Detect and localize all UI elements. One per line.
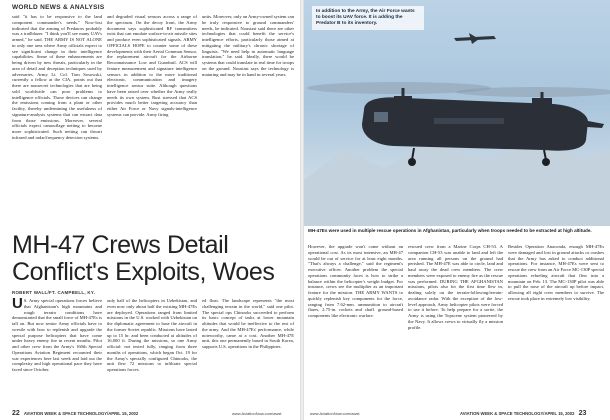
- article-column-1: [12, 298, 102, 406]
- right-column-lower-1: [308, 244, 403, 406]
- helicopter-illustration: [304, 0, 610, 226]
- article-column-2-text: only half of the helicopters in Uzbekistan, and even now only about half the existing MH-47Es are deployed. Operations ranged from limited missions in the U.S. worked with Uzbekistan on the diplomatic agreement to base the aircraft in the former Soviet republic. Missions have lasted up to 15 hr. and been conducted at altitudes of 16,000 ft. During the missions, so one Army official: not tested fully, ranging from three months of operations, which began Oct. 19 for the Army's specially configured Chinooks, the unit flew 72 missions to infiltrate special operations forces.: [107, 298, 197, 372]
- footer-left: [12, 410, 138, 417]
- drop-cap: U: [12, 298, 23, 312]
- article-byline: ROBERT WALL/FT. CAMPBELL, KY.: [12, 290, 96, 295]
- left-column-2: [107, 14, 197, 226]
- right-column-lower-3: [508, 244, 604, 406]
- right-column-lower-1-text: However, the upgrade won't come without an operational cost. As its most intensive, an MH-47 would be out of service for at least eight months. "That's always a challenge," said the regiment's executive officer. Another problem the special operations community faces is how to strike a balance within the helicopter's weight budget. For instance, crews see the multiplier as an important feature for the mission. THE ARMY WANTS to quickly replenish key components for the force, ranging from 7.62-mm. ammunition to aircraft flares, 2.75-in. rockets and chaff. ground-based components like electronic warfare.: [308, 244, 403, 318]
- left-column-3: [202, 14, 294, 226]
- photo-caption: [308, 228, 604, 234]
- article-column-3: [202, 298, 294, 406]
- left-column-2-text: and degraded visual sensors across a range of the spectrum. On the decoy front, the Army document says sophisticated RF transmitters exist that can emulate surface-to-air missile sites and produce even sophisticated signals. ARMY OFFICIALS HOPE to counter some of these developments with their Aerial Common Sensor, the replacement aircraft for the Airborne Reconnaissance Low and Guardrail. ACS will feature measurement and signature intelligence sensors in addition to the more traditional electronic, communication and imagery intelligence sensor suite. Although questions have been raised over whether the Army really needs its own system, Rust stressed that ACS provides much better targeting accuracy than either Air Force or Navy signals-intelligence systems can provide. Army firing: [107, 14, 197, 117]
- footer-right-url: www.AviationNow.com/awst: [310, 411, 360, 416]
- section-heading: WORLD NEWS & ANALYSIS: [12, 4, 105, 11]
- uav-icon: [454, 33, 496, 44]
- left-column-3-text: units. Moreover, only an Army-owned system can be truly responsive to ground commanders' needs, he indicated. Nousiast said there are other technologies that could benefit the service's intelligence efforts, particularly those aimed at mitigating the military's chronic shortage of linguists. "We need help in automatic language translation," he said. Ideally, there would be systems that could translate in real time for troops on the ground. Nousiast says the technology is maturing and may be in hand in several years.: [202, 14, 294, 77]
- helicopter-photo: [304, 0, 610, 226]
- article-headline: MH-47 Crews Detail Conflict's Exploits, Woes: [12, 231, 275, 286]
- left-column-1-text: said "it has to be responsive to the land component commander's needs." Now-lost indicated that the arming of Predators probably was a trailblazer. "I think you'll see many UAVs armed," he said. THE ARMY IS NOT ALONE in only one area where Army officials expect to see significant change in their intelligence capabilities. Some of these enhancements are being driven by new threats, particularly in the area of detail and deception techniques used by adversaries. Army Lt. Col. Tom Sosowski, currently a fellow at the CIA, points out that there are nonsecret technologies that are being sold worldwide can pose problems to intelligence officials. Those devices can change the emissions coming from a plant or other facility, thereby undermining the usefulness of signature-analysis systems that can extract data from those emissions. Moreover, several officials expect camouflage netting to become more sophisticated. Such netting can thwart infrared and radar/frequency detection systems.: [12, 14, 102, 140]
- right-column-lower-3-text: Besides Operation Anaconda, enough MH-47Es were damaged and lost in ground attacks or crashes that the Army has asked to conduct additional operations. For instance, MH-47Es were sent to rescue the crew from an Air Force MC-130P special operations refueling aircraft that flew into a mountain on Feb. 13. The MC-130P pilot was able to pull the nose of the aircraft up before impact, allowing all eight crew members to survive. The rescue took place in extremely low visibility.: [508, 244, 604, 301]
- article-column-1-text: S. Army special operations forces believe that Afghanistan's high mountains and rough terrain conditions have demonstrated that the small force of MH-47Es is tall on. But now senior Army officials have to wrestle with how to replenish and upgrade the special purpose helicopters that have come under heavy enemy fire in recent months. Pilot and other crew from the Army's 160th Special Operations Aviation Regiment recounted their war experiences here last week and laid out the complexity and high operational pace they have faced since October.: [12, 298, 102, 372]
- footer-left-text: AVIATION WEEK & SPACE TECHNOLOGY/APRIL 15, 2002: [23, 411, 139, 416]
- page-number-left: 22: [12, 410, 20, 417]
- photo-caption-text: MH-47Es were used in multiple rescue operations in Afghanistan, particularly when troops needed to be extracted at high altitude.: [308, 228, 592, 233]
- right-column-lower-2: [408, 244, 503, 406]
- footer-right-text: AVIATION WEEK & SPACE TECHNOLOGY/APRIL 15, 2002: [460, 411, 575, 416]
- article-column-3-text: ed float. The landscape represents "the most challenging terrain in the world," said one pilot. The special ops Chinooks succeeded to perform its basic concept of tasks at lower mountain altitudes that would be ineffective to the rest of the army. And the MH-47Es' performance, while noteworthy, came at a cost. Another MH-47E unit, this one permanently based in South Korea, supports U.S. operations in the Philippines.: [202, 298, 294, 349]
- footer-right: [460, 410, 589, 417]
- photo-inset-caption: In addition to the Army, the Air Force wants to boost its UAV force. It is adding the Predator B to its inventory.: [312, 6, 424, 30]
- page-number-right: 23: [578, 410, 587, 417]
- article-column-2: [107, 298, 197, 406]
- left-column-1: [12, 14, 102, 226]
- right-column-lower-2-text: rescued crew from a Marine Corps CH-53. A companion CH-53 was unable to land and left the area running all persons on the ground had perished. The MH-47E was able to circle, land and haul away the dead crew members. The crew members were exposed to enemy fire as the rescue was performed. DURING THE AFGHANISTAN missions, pilots also for the first time flew in, dealing solely on the terrain-following/terrain-avoidance radar. With the exception of the low-level approach, Army helicopter pilots were forced to use it before. To help prepare for a sortie, the Army is using the Topscene system pioneered by the Navy. It allows crews to virtually fly a mission profile.: [408, 244, 503, 330]
- footer-left-url: www.AviationNow.com/awst: [232, 411, 282, 416]
